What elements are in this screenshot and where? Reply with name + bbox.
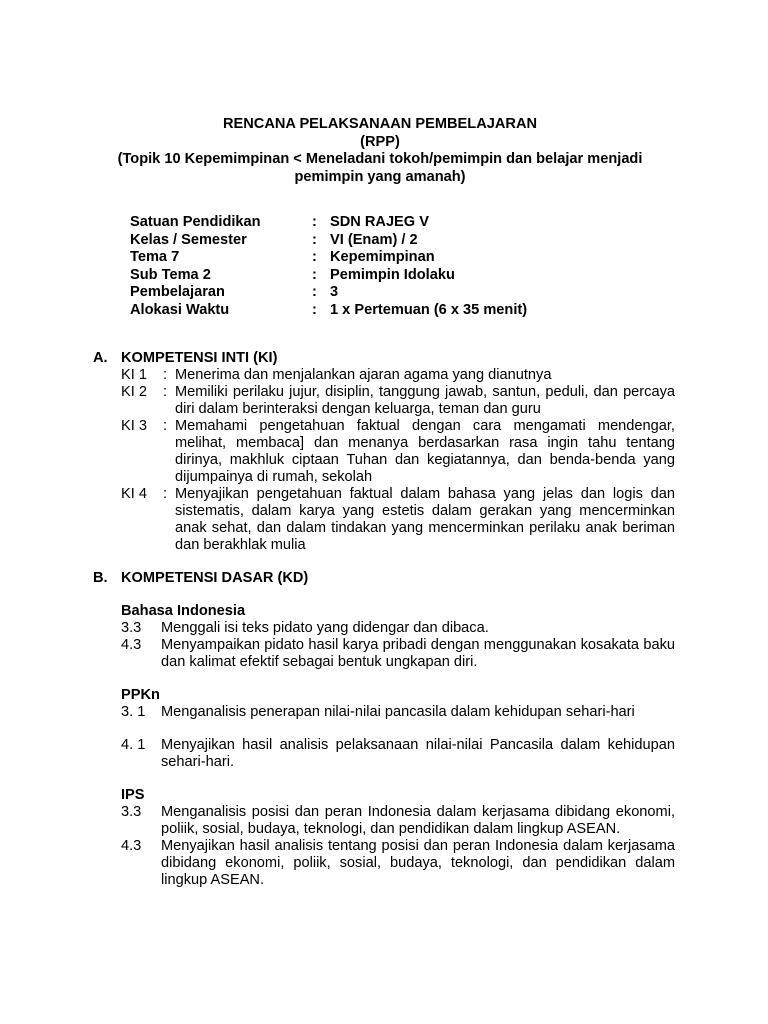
ki-text: Memiliki perilaku jujur, disiplin, tanggung jawab, santun, peduli, dan percaya diri dalam berinteraksi dengan keluarga, teman dan guru <box>175 384 675 417</box>
ki-code: KI 4 <box>121 486 147 502</box>
spacer <box>93 587 675 603</box>
identity-row <box>130 232 527 250</box>
ki-text: Memahami pengetahuan faktual dengan cara mengamati mendengar, melihat, membaca] dan menanya berdasarkan rasa ingin tahu tentang dirinya, makhluk ciptaan Tuhan dan kegiatannya, dan benda-benda yang dijumpainya di rumah, sekolah <box>175 418 675 485</box>
ki-text: Menyajikan pengetahuan faktual dalam bahasa yang jelas dan logis dan sistematis, dalam karya yang estetis dalam gerakan yang mencerminkan anak sehat, dan dalam tindakan yang mencerminkan perilaku anak beriman dan berakhlak mulia <box>175 486 675 553</box>
identity-table <box>130 214 527 319</box>
kd-number: 4. 1 <box>121 737 146 753</box>
kd-text: Menyajikan hasil analisis tentang posisi dan peran Indonesia dalam kerjasama dibidang ekonomi, poliik, sosial, budaya, teknologi, dan pendidikan dalam lingkup ASEAN. <box>161 838 675 888</box>
section-title: KOMPETENSI INTI (KI) <box>121 350 278 366</box>
kd-item <box>121 737 675 771</box>
subject-name: IPS <box>121 787 145 803</box>
subject-name: Bahasa Indonesia <box>121 603 246 619</box>
identity-colon: : <box>312 301 317 318</box>
section-kompetensi-dasar <box>93 570 675 889</box>
kd-number: 4.3 <box>121 838 142 854</box>
ki-code: KI 1 <box>121 367 147 383</box>
identity-value: 3 <box>330 284 339 300</box>
title-line-2: (RPP) <box>360 133 400 150</box>
ki-item <box>121 486 675 554</box>
kd-item <box>121 637 675 671</box>
subject-bahasa-indonesia <box>121 603 675 671</box>
ki-colon: : <box>163 384 168 400</box>
section-title: KOMPETENSI DASAR (KD) <box>121 570 309 586</box>
identity-colon: : <box>312 284 317 300</box>
section-letter: B. <box>93 570 108 586</box>
title-line-4: pemimpin yang amanah) <box>294 168 466 185</box>
identity-row <box>130 284 527 302</box>
identity-label: Alokasi Waktu <box>130 301 230 318</box>
section-heading <box>93 350 675 367</box>
identity-value: SDN RAJEG V <box>330 214 429 230</box>
title-line-3: (Topik 10 Kepemimpinan < Meneladani tokoh/pemimpin dan belajar menjadi <box>117 151 643 167</box>
kd-number: 3. 1 <box>121 704 146 720</box>
kd-number: 3.3 <box>121 804 142 820</box>
identity-row <box>130 302 527 320</box>
kd-text: Menganalisis posisi dan peran Indonesia dalam kerjasama dibidang ekonomi, poliik, sosial, budaya, teknologi, dan pendidikan dalam lingkup ASEAN. <box>161 804 675 837</box>
kd-item <box>121 804 675 838</box>
ki-list <box>121 367 675 554</box>
identity-row <box>130 249 527 267</box>
ki-code: KI 3 <box>121 418 147 434</box>
identity-label: Tema 7 <box>130 249 180 265</box>
ki-text: Menerima dan menjalankan ajaran agama yang dianutnya <box>175 367 552 383</box>
spacer <box>93 771 675 787</box>
document-title <box>90 116 670 186</box>
identity-value: 1 x Pertemuan (6 x 35 menit) <box>330 301 528 318</box>
kd-text: Menggali isi teks pidato yang didengar dan dibaca. <box>161 620 489 636</box>
identity-colon: : <box>312 231 317 248</box>
identity-row <box>130 267 527 285</box>
spacer <box>121 721 675 737</box>
ki-item <box>121 367 675 384</box>
identity-label: Kelas / Semester <box>130 231 247 248</box>
ki-colon: : <box>163 367 168 383</box>
identity-value: VI (Enam) / 2 <box>330 231 418 248</box>
section-letter: A. <box>93 350 108 366</box>
subject-ppkn <box>121 687 675 771</box>
identity-label: Pembelajaran <box>130 284 225 300</box>
identity-row <box>130 214 527 232</box>
kd-item <box>121 838 675 889</box>
subject-name: PPKn <box>121 687 160 703</box>
title-line-1: RENCANA PELAKSANAAN PEMBELAJARAN <box>222 116 538 132</box>
ki-item <box>121 384 675 418</box>
section-heading <box>93 570 675 587</box>
kd-text: Menyajikan hasil analisis pelaksanaan nilai-nilai Pancasila dalam kehidupan sehari-hari. <box>161 737 675 770</box>
identity-label: Sub Tema 2 <box>130 266 211 283</box>
identity-value: Pemimpin Idolaku <box>330 266 455 283</box>
ki-colon: : <box>163 418 168 434</box>
kd-text: Menganalisis penerapan nilai-nilai pancasila dalam kehidupan sehari-hari <box>161 704 635 720</box>
subject-ips <box>121 787 675 889</box>
identity-colon: : <box>312 214 317 230</box>
identity-colon: : <box>312 266 317 283</box>
kd-text: Menyampaikan pidato hasil karya pribadi dengan menggunakan kosakata baku dan kalimat efektif sebagai bentuk ungkapan diri. <box>161 637 675 670</box>
spacer <box>93 671 675 687</box>
kd-number: 3.3 <box>121 620 142 636</box>
section-kompetensi-inti <box>93 350 675 554</box>
identity-colon: : <box>312 249 317 265</box>
identity-value: Kepemimpinan <box>330 249 435 265</box>
kd-number: 4.3 <box>121 637 142 653</box>
ki-item <box>121 418 675 486</box>
kd-item <box>121 620 675 637</box>
ki-colon: : <box>163 486 168 502</box>
identity-label: Satuan Pendidikan <box>130 214 261 230</box>
ki-code: KI 2 <box>121 384 147 400</box>
kd-item <box>121 704 675 721</box>
